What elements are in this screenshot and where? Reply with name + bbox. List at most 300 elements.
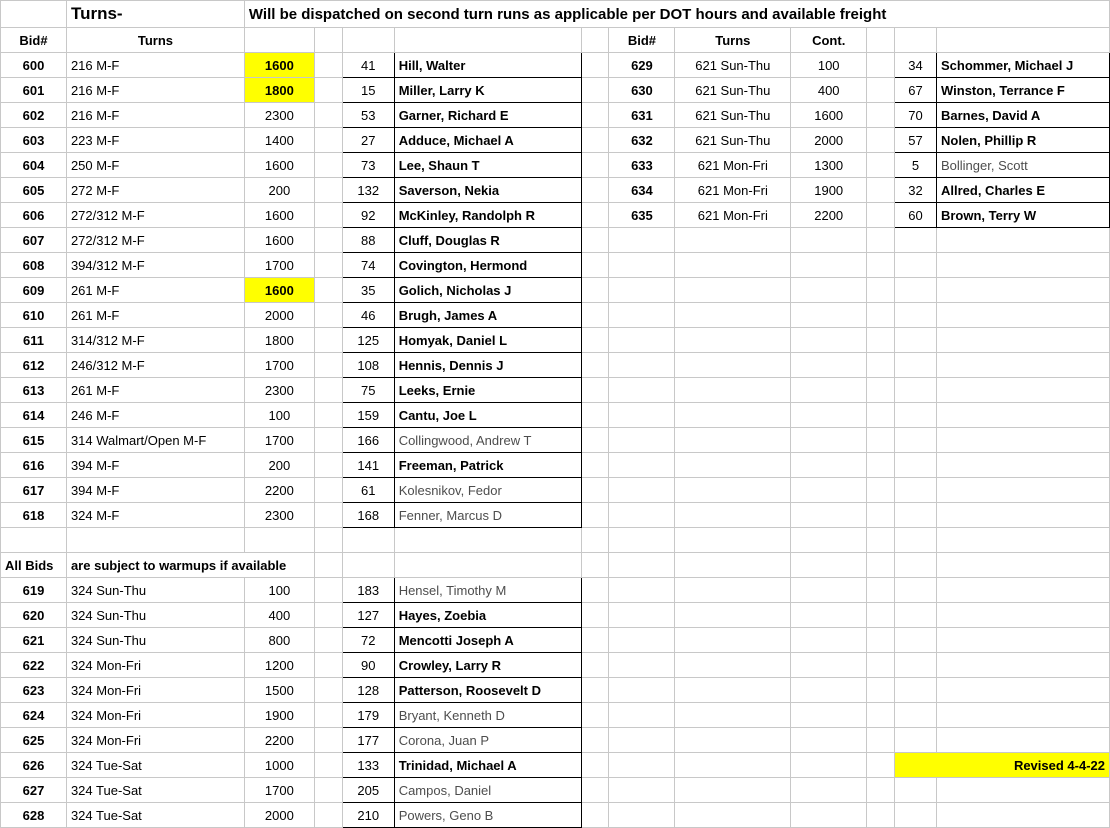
- empty-cell: [609, 278, 675, 303]
- gap-cell: [314, 353, 342, 378]
- gap-cell: [314, 178, 342, 203]
- empty-cell: [936, 728, 1109, 753]
- gap-cell: [581, 203, 609, 228]
- all-bids-note: are subject to warmups if available: [66, 553, 314, 578]
- bid-number: 632: [609, 128, 675, 153]
- empty-cell: [244, 528, 314, 553]
- empty-cell: [895, 478, 937, 503]
- all-bids-label: All Bids: [1, 553, 67, 578]
- col-header-bid-right: Bid#: [609, 28, 675, 53]
- table-row: [1, 678, 1110, 703]
- gap-cell: [581, 253, 609, 278]
- employee-number: 127: [342, 603, 394, 628]
- table-row: [1, 778, 1110, 803]
- empty-cell: [609, 603, 675, 628]
- employee-number: 32: [895, 178, 937, 203]
- table-row: [1, 703, 1110, 728]
- empty-cell: [791, 728, 867, 753]
- gap-cell: [314, 703, 342, 728]
- gap-cell: [314, 78, 342, 103]
- gap-cell: [867, 378, 895, 403]
- empty-cell: [675, 453, 791, 478]
- empty-cell: [609, 328, 675, 353]
- table-row: [1, 153, 1110, 178]
- turns-value: 261 M-F: [66, 303, 244, 328]
- cont-value: 1600: [244, 53, 314, 78]
- table-row: [1, 728, 1110, 753]
- empty-cell: [895, 403, 937, 428]
- bid-number: 621: [1, 628, 67, 653]
- gap-cell: [314, 53, 342, 78]
- empty-cell: [675, 403, 791, 428]
- employee-number: 141: [342, 453, 394, 478]
- cont-value: 1300: [791, 153, 867, 178]
- employee-number: 92: [342, 203, 394, 228]
- cont-value: 2300: [244, 378, 314, 403]
- cont-value: 2200: [244, 478, 314, 503]
- spacer-name-right: [936, 28, 1109, 53]
- empty-cell: [936, 678, 1109, 703]
- cont-value: 1000: [244, 753, 314, 778]
- turns-value: 394 M-F: [66, 478, 244, 503]
- bid-number: 619: [1, 578, 67, 603]
- empty-cell: [609, 678, 675, 703]
- empty-cell: [895, 603, 937, 628]
- turns-value: 216 M-F: [66, 53, 244, 78]
- title-row: [1, 1, 1110, 28]
- gap-cell: [867, 628, 895, 653]
- empty-cell: [936, 478, 1109, 503]
- turns-value: 621 Sun-Thu: [675, 78, 791, 103]
- cont-value: 1600: [244, 278, 314, 303]
- empty-cell: [791, 803, 867, 828]
- employee-number: 70: [895, 103, 937, 128]
- title-spacer: [1, 1, 67, 28]
- bid-number: 610: [1, 303, 67, 328]
- gap-cell: [867, 228, 895, 253]
- turns-value: 621 Mon-Fri: [675, 178, 791, 203]
- employee-name: Homyak, Daniel L: [394, 328, 581, 353]
- cont-value: 2300: [244, 503, 314, 528]
- turns-value: 246/312 M-F: [66, 353, 244, 378]
- empty-cell: [895, 303, 937, 328]
- gap-cell: [581, 653, 609, 678]
- empty-cell: [791, 703, 867, 728]
- employee-name: Freeman, Patrick: [394, 453, 581, 478]
- empty-cell: [936, 403, 1109, 428]
- empty-cell: [675, 503, 791, 528]
- employee-name: Patterson, Roosevelt D: [394, 678, 581, 703]
- gap-cell: [581, 678, 609, 703]
- gap-cell: [867, 803, 895, 828]
- cont-value: 1900: [791, 178, 867, 203]
- empty-cell: [675, 553, 791, 578]
- table-row: [1, 53, 1110, 78]
- employee-number: 60: [895, 203, 937, 228]
- empty-cell: [675, 603, 791, 628]
- employee-number: 183: [342, 578, 394, 603]
- empty-cell: [791, 528, 867, 553]
- bid-number: 633: [609, 153, 675, 178]
- turns-value: 324 Mon-Fri: [66, 653, 244, 678]
- empty-cell: [675, 728, 791, 753]
- empty-cell: [895, 803, 937, 828]
- bid-number: 601: [1, 78, 67, 103]
- table-row: [1, 578, 1110, 603]
- bid-number: 614: [1, 403, 67, 428]
- gap-cell: [581, 228, 609, 253]
- turns-value: 621 Sun-Thu: [675, 103, 791, 128]
- gap-cell: [314, 578, 342, 603]
- gap-cell: [314, 253, 342, 278]
- turns-value: 314 Walmart/Open M-F: [66, 428, 244, 453]
- bid-number: 607: [1, 228, 67, 253]
- gap-cell: [581, 728, 609, 753]
- employee-name: Adduce, Michael A: [394, 128, 581, 153]
- cont-value: 800: [244, 628, 314, 653]
- table-row: [1, 303, 1110, 328]
- empty-cell: [609, 628, 675, 653]
- empty-cell: [895, 553, 937, 578]
- empty-cell: [791, 353, 867, 378]
- gap-cell: [581, 153, 609, 178]
- employee-name: Leeks, Ernie: [394, 378, 581, 403]
- employee-number: 108: [342, 353, 394, 378]
- turns-value: 324 Mon-Fri: [66, 678, 244, 703]
- gap-cell: [581, 353, 609, 378]
- empty-cell: [791, 753, 867, 778]
- empty-cell: [675, 228, 791, 253]
- employee-number: 15: [342, 78, 394, 103]
- empty-cell: [1, 528, 67, 553]
- empty-cell: [895, 353, 937, 378]
- cont-value: 2000: [244, 803, 314, 828]
- col-header-turns-right: Turns: [675, 28, 791, 53]
- employee-number: 88: [342, 228, 394, 253]
- cont-value: 1600: [244, 228, 314, 253]
- empty-cell: [609, 428, 675, 453]
- bid-number: 615: [1, 428, 67, 453]
- empty-cell: [936, 703, 1109, 728]
- gap-cell: [314, 378, 342, 403]
- employee-number: 61: [342, 478, 394, 503]
- employee-number: 168: [342, 503, 394, 528]
- cont-value: 200: [244, 453, 314, 478]
- turns-value: 324 Mon-Fri: [66, 728, 244, 753]
- employee-name: Fenner, Marcus D: [394, 503, 581, 528]
- empty-cell: [867, 528, 895, 553]
- gap-cell: [581, 778, 609, 803]
- gap-cell: [867, 328, 895, 353]
- empty-cell: [609, 728, 675, 753]
- empty-cell: [936, 803, 1109, 828]
- cont-value: 1700: [244, 428, 314, 453]
- cont-value: 1800: [244, 78, 314, 103]
- empty-cell: [895, 278, 937, 303]
- table-row: [1, 278, 1110, 303]
- empty-cell: [791, 453, 867, 478]
- empty-cell: [791, 253, 867, 278]
- bid-number: 622: [1, 653, 67, 678]
- col-header-cont-right: Cont.: [791, 28, 867, 53]
- employee-number: 132: [342, 178, 394, 203]
- header-row: [1, 28, 1110, 53]
- gap-cell: [867, 503, 895, 528]
- cont-value: 2000: [244, 303, 314, 328]
- employee-name: Barnes, David A: [936, 103, 1109, 128]
- empty-cell: [791, 603, 867, 628]
- cont-value: 2200: [244, 728, 314, 753]
- empty-cell: [936, 628, 1109, 653]
- empty-cell: [609, 453, 675, 478]
- empty-cell: [609, 353, 675, 378]
- table-row: [1, 603, 1110, 628]
- cont-value: 2200: [791, 203, 867, 228]
- employee-number: 128: [342, 678, 394, 703]
- employee-number: 67: [895, 78, 937, 103]
- turns-value: 261 M-F: [66, 278, 244, 303]
- empty-cell: [936, 428, 1109, 453]
- empty-cell: [895, 328, 937, 353]
- employee-name: Saverson, Nekia: [394, 178, 581, 203]
- turns-value: 216 M-F: [66, 103, 244, 128]
- gap-cell: [314, 278, 342, 303]
- gap-cell: [867, 353, 895, 378]
- blank-row: [1, 528, 1110, 553]
- bid-number: 620: [1, 603, 67, 628]
- spacer-cont-left: [244, 28, 314, 53]
- cont-value: 1600: [244, 153, 314, 178]
- empty-cell: [791, 503, 867, 528]
- empty-cell: [581, 528, 609, 553]
- table-row: [1, 378, 1110, 403]
- gap-cell: [867, 578, 895, 603]
- gap-cell: [314, 453, 342, 478]
- table-row: [1, 178, 1110, 203]
- bid-number: 600: [1, 53, 67, 78]
- bid-number: 635: [609, 203, 675, 228]
- empty-cell: [66, 528, 244, 553]
- empty-cell: [791, 553, 867, 578]
- turns-value: 324 Tue-Sat: [66, 778, 244, 803]
- gap-cell: [314, 653, 342, 678]
- bid-number: 631: [609, 103, 675, 128]
- col-header-bid-left: Bid#: [1, 28, 67, 53]
- empty-cell: [936, 528, 1109, 553]
- empty-cell: [936, 578, 1109, 603]
- spacer-name-left: [394, 28, 581, 53]
- employee-name: Nolen, Phillip R: [936, 128, 1109, 153]
- cont-value: 100: [244, 578, 314, 603]
- employee-number: 73: [342, 153, 394, 178]
- empty-cell: [394, 528, 581, 553]
- empty-cell: [895, 653, 937, 678]
- turns-value: 324 M-F: [66, 503, 244, 528]
- bid-number: 613: [1, 378, 67, 403]
- gap-cell: [581, 478, 609, 503]
- gap-cell: [314, 328, 342, 353]
- gap-cell: [314, 628, 342, 653]
- employee-number: 179: [342, 703, 394, 728]
- empty-cell: [609, 228, 675, 253]
- empty-cell: [791, 678, 867, 703]
- empty-cell: [675, 478, 791, 503]
- bid-number: 630: [609, 78, 675, 103]
- turns-value: 324 Mon-Fri: [66, 703, 244, 728]
- employee-name: Crowley, Larry R: [394, 653, 581, 678]
- gap-cell: [314, 228, 342, 253]
- empty-cell: [936, 778, 1109, 803]
- empty-cell: [675, 578, 791, 603]
- gap-cell: [867, 753, 895, 778]
- turns-value: 324 Sun-Thu: [66, 628, 244, 653]
- table-row: [1, 253, 1110, 278]
- empty-cell: [936, 653, 1109, 678]
- employee-name: Cluff, Douglas R: [394, 228, 581, 253]
- table-row: [1, 803, 1110, 828]
- table-row: [1, 353, 1110, 378]
- table-row: [1, 628, 1110, 653]
- empty-cell: [895, 778, 937, 803]
- bid-number: 612: [1, 353, 67, 378]
- gap-cell: [581, 803, 609, 828]
- gap-cell: [581, 328, 609, 353]
- empty-cell: [791, 628, 867, 653]
- empty-cell: [895, 503, 937, 528]
- gap-cell: [867, 778, 895, 803]
- gap-cell: [867, 303, 895, 328]
- empty-cell: [675, 703, 791, 728]
- gap-cell: [314, 203, 342, 228]
- employee-number: 35: [342, 278, 394, 303]
- empty-cell: [609, 303, 675, 328]
- empty-cell: [791, 653, 867, 678]
- employee-number: 74: [342, 253, 394, 278]
- cont-value: 1700: [244, 353, 314, 378]
- employee-number: 27: [342, 128, 394, 153]
- gap-cell: [314, 478, 342, 503]
- employee-number: 34: [895, 53, 937, 78]
- cont-value: 2000: [791, 128, 867, 153]
- cont-value: 2300: [244, 103, 314, 128]
- empty-cell: [675, 803, 791, 828]
- turns-value: 272/312 M-F: [66, 228, 244, 253]
- empty-cell: [936, 353, 1109, 378]
- table-row: [1, 103, 1110, 128]
- empty-cell: [609, 528, 675, 553]
- turns-value: 394/312 M-F: [66, 253, 244, 278]
- spacer-gap-3: [867, 28, 895, 53]
- cont-value: 1700: [244, 778, 314, 803]
- bid-number: 625: [1, 728, 67, 753]
- empty-cell: [791, 228, 867, 253]
- gap-cell: [581, 378, 609, 403]
- gap-cell: [314, 503, 342, 528]
- gap-cell: [581, 103, 609, 128]
- empty-cell: [936, 253, 1109, 278]
- employee-name: Bryant, Kenneth D: [394, 703, 581, 728]
- cont-value: 1200: [244, 653, 314, 678]
- empty-cell: [791, 303, 867, 328]
- empty-cell: [675, 328, 791, 353]
- empty-cell: [609, 803, 675, 828]
- bid-number: 604: [1, 153, 67, 178]
- gap-cell: [581, 303, 609, 328]
- spacer-num-right: [895, 28, 937, 53]
- empty-cell: [791, 778, 867, 803]
- bid-number: 608: [1, 253, 67, 278]
- gap-cell: [581, 53, 609, 78]
- turns-value: 272/312 M-F: [66, 203, 244, 228]
- empty-cell: [936, 603, 1109, 628]
- gap-cell: [867, 178, 895, 203]
- employee-number: 159: [342, 403, 394, 428]
- gap-cell: [581, 453, 609, 478]
- turns-value: 621 Mon-Fri: [675, 203, 791, 228]
- bid-number: 605: [1, 178, 67, 203]
- gap-cell: [581, 278, 609, 303]
- employee-number: 5: [895, 153, 937, 178]
- gap-cell: [314, 403, 342, 428]
- gap-cell: [867, 153, 895, 178]
- turns-value: 261 M-F: [66, 378, 244, 403]
- empty-cell: [791, 428, 867, 453]
- empty-cell: [675, 528, 791, 553]
- gap-cell: [314, 778, 342, 803]
- employee-number: 177: [342, 728, 394, 753]
- employee-name: Powers, Geno B: [394, 803, 581, 828]
- employee-number: 57: [895, 128, 937, 153]
- employee-name: Kolesnikov, Fedor: [394, 478, 581, 503]
- bid-number: 629: [609, 53, 675, 78]
- gap-cell: [581, 128, 609, 153]
- bid-number: 628: [1, 803, 67, 828]
- turns-title: Turns-: [66, 1, 244, 28]
- gap-cell: [314, 753, 342, 778]
- table-row: [1, 128, 1110, 153]
- bid-number: 627: [1, 778, 67, 803]
- empty-cell: [342, 553, 394, 578]
- employee-name: Corona, Juan P: [394, 728, 581, 753]
- gap-cell: [314, 678, 342, 703]
- bid-number: 609: [1, 278, 67, 303]
- empty-cell: [895, 578, 937, 603]
- gap-cell: [581, 503, 609, 528]
- empty-cell: [675, 653, 791, 678]
- employee-name: Trinidad, Michael A: [394, 753, 581, 778]
- employee-number: 133: [342, 753, 394, 778]
- empty-cell: [936, 228, 1109, 253]
- empty-cell: [609, 478, 675, 503]
- table-row: [1, 753, 1110, 778]
- employee-name: Winston, Terrance F: [936, 78, 1109, 103]
- turns-value: 394 M-F: [66, 453, 244, 478]
- employee-name: Hensel, Timothy M: [394, 578, 581, 603]
- cont-value: 400: [791, 78, 867, 103]
- empty-cell: [791, 478, 867, 503]
- turns-value: 621 Mon-Fri: [675, 153, 791, 178]
- empty-cell: [675, 678, 791, 703]
- empty-cell: [936, 453, 1109, 478]
- employee-number: 72: [342, 628, 394, 653]
- employee-name: McKinley, Randolph R: [394, 203, 581, 228]
- bid-number: 611: [1, 328, 67, 353]
- empty-cell: [581, 553, 609, 578]
- employee-name: Hill, Walter: [394, 53, 581, 78]
- empty-cell: [609, 578, 675, 603]
- gap-cell: [867, 103, 895, 128]
- empty-cell: [394, 553, 581, 578]
